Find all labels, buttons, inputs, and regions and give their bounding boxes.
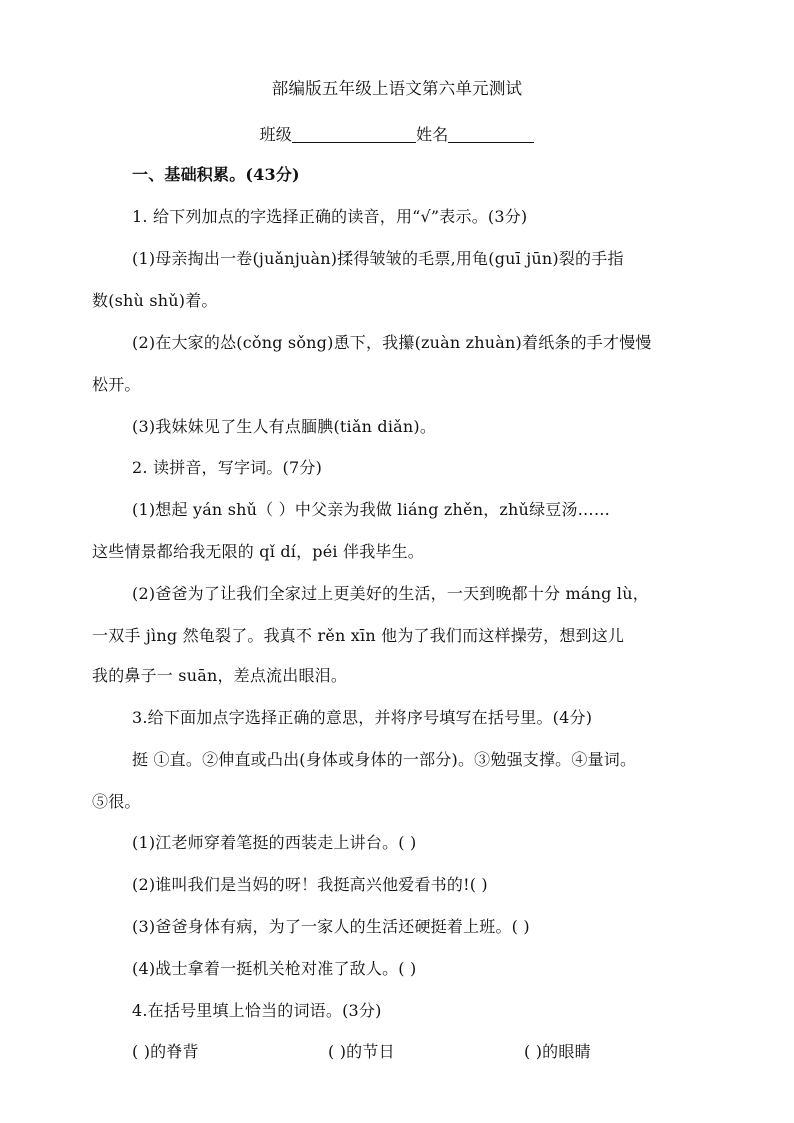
q2-prompt: 2. 读拼音，写字词。(7分) xyxy=(132,458,323,477)
q1-item1-line2: 数(shù shǔ)着。 xyxy=(92,291,218,310)
q2-item2-line3: 我的鼻子一 suān，差点流出眼泪。 xyxy=(92,666,348,685)
name-label: 姓名 xyxy=(416,125,449,144)
q2-item2-line1: (2)爸爸为了让我们全家过上更美好的生活，一天到晚都十分 máng lù， xyxy=(132,584,649,603)
q3-prompt: 3.给下面加点字选择正确的意思，并将序号填写在括号里。(4分) xyxy=(132,708,593,727)
q4-blank2[interactable]: ( )的节日 xyxy=(328,1042,395,1061)
q1-item1-line1: (1)母亲掏出一卷(juǎnjuàn)揉得皱皱的毛票,用龟(guī jūn)裂的手指 xyxy=(132,249,624,268)
q3-definition-line1: 挺 ①直。②伸直或凸出(身体或身体的一部分)。③勉强支撑。④量词。 xyxy=(132,750,637,769)
section1-heading: 一、基础积累。(43分) xyxy=(132,165,300,184)
name-blank[interactable] xyxy=(448,126,534,143)
q2-item1-line1: (1)想起 yán shǔ（ ）中父亲为我做 liáng zhěn，zhǔ绿豆汤…… xyxy=(132,500,611,519)
q1-item3: (3)我妹妹见了生人有点腼腆(tiǎn diǎn)。 xyxy=(132,417,437,436)
q3-definition-line2: ⑤很。 xyxy=(92,792,141,811)
q2-item1-line2: 这些情景都给我无限的 qǐ dí，péi 伴我毕生。 xyxy=(92,542,425,561)
q1-item2-line1: (2)在大家的怂(cǒng sǒng)恿下，我攥(zuàn zhuàn)着纸条的手才慢慢 xyxy=(132,333,652,352)
q3-item3: (3)爸爸身体有病，为了一家人的生活还硬挺着上班。( ) xyxy=(132,917,530,936)
q4-prompt: 4.在括号里填上恰当的词语。(3分) xyxy=(132,1001,382,1020)
class-blank[interactable] xyxy=(292,126,416,143)
q3-item4: (4)战士拿着一挺机关枪对准了敌人。( ) xyxy=(132,959,417,978)
q1-item2-line2: 松开。 xyxy=(92,375,141,394)
q3-item1: (1)江老师穿着笔挺的西装走上讲台。( ) xyxy=(132,833,417,852)
q3-item2: (2)谁叫我们是当妈的呀！我挺高兴他爱看书的!( ) xyxy=(132,875,488,894)
class-label: 班级 xyxy=(259,125,292,144)
q4-blank3[interactable]: ( )的眼睛 xyxy=(524,1042,591,1061)
q2-item2-line2: 一双手 jìng 然龟裂了。我真不 rěn xīn 他为了我们而这样操劳，想到这儿 xyxy=(92,626,625,645)
q1-prompt: 1. 给下列加点的字选择正确的读音，用“√”表示。(3分) xyxy=(132,207,528,226)
q4-blank1[interactable]: ( )的脊背 xyxy=(132,1042,199,1061)
page-title: 部编版五年级上语文第六单元测试 xyxy=(271,79,523,98)
student-info-row xyxy=(0,124,794,146)
q4-blanks-row xyxy=(132,1041,706,1063)
